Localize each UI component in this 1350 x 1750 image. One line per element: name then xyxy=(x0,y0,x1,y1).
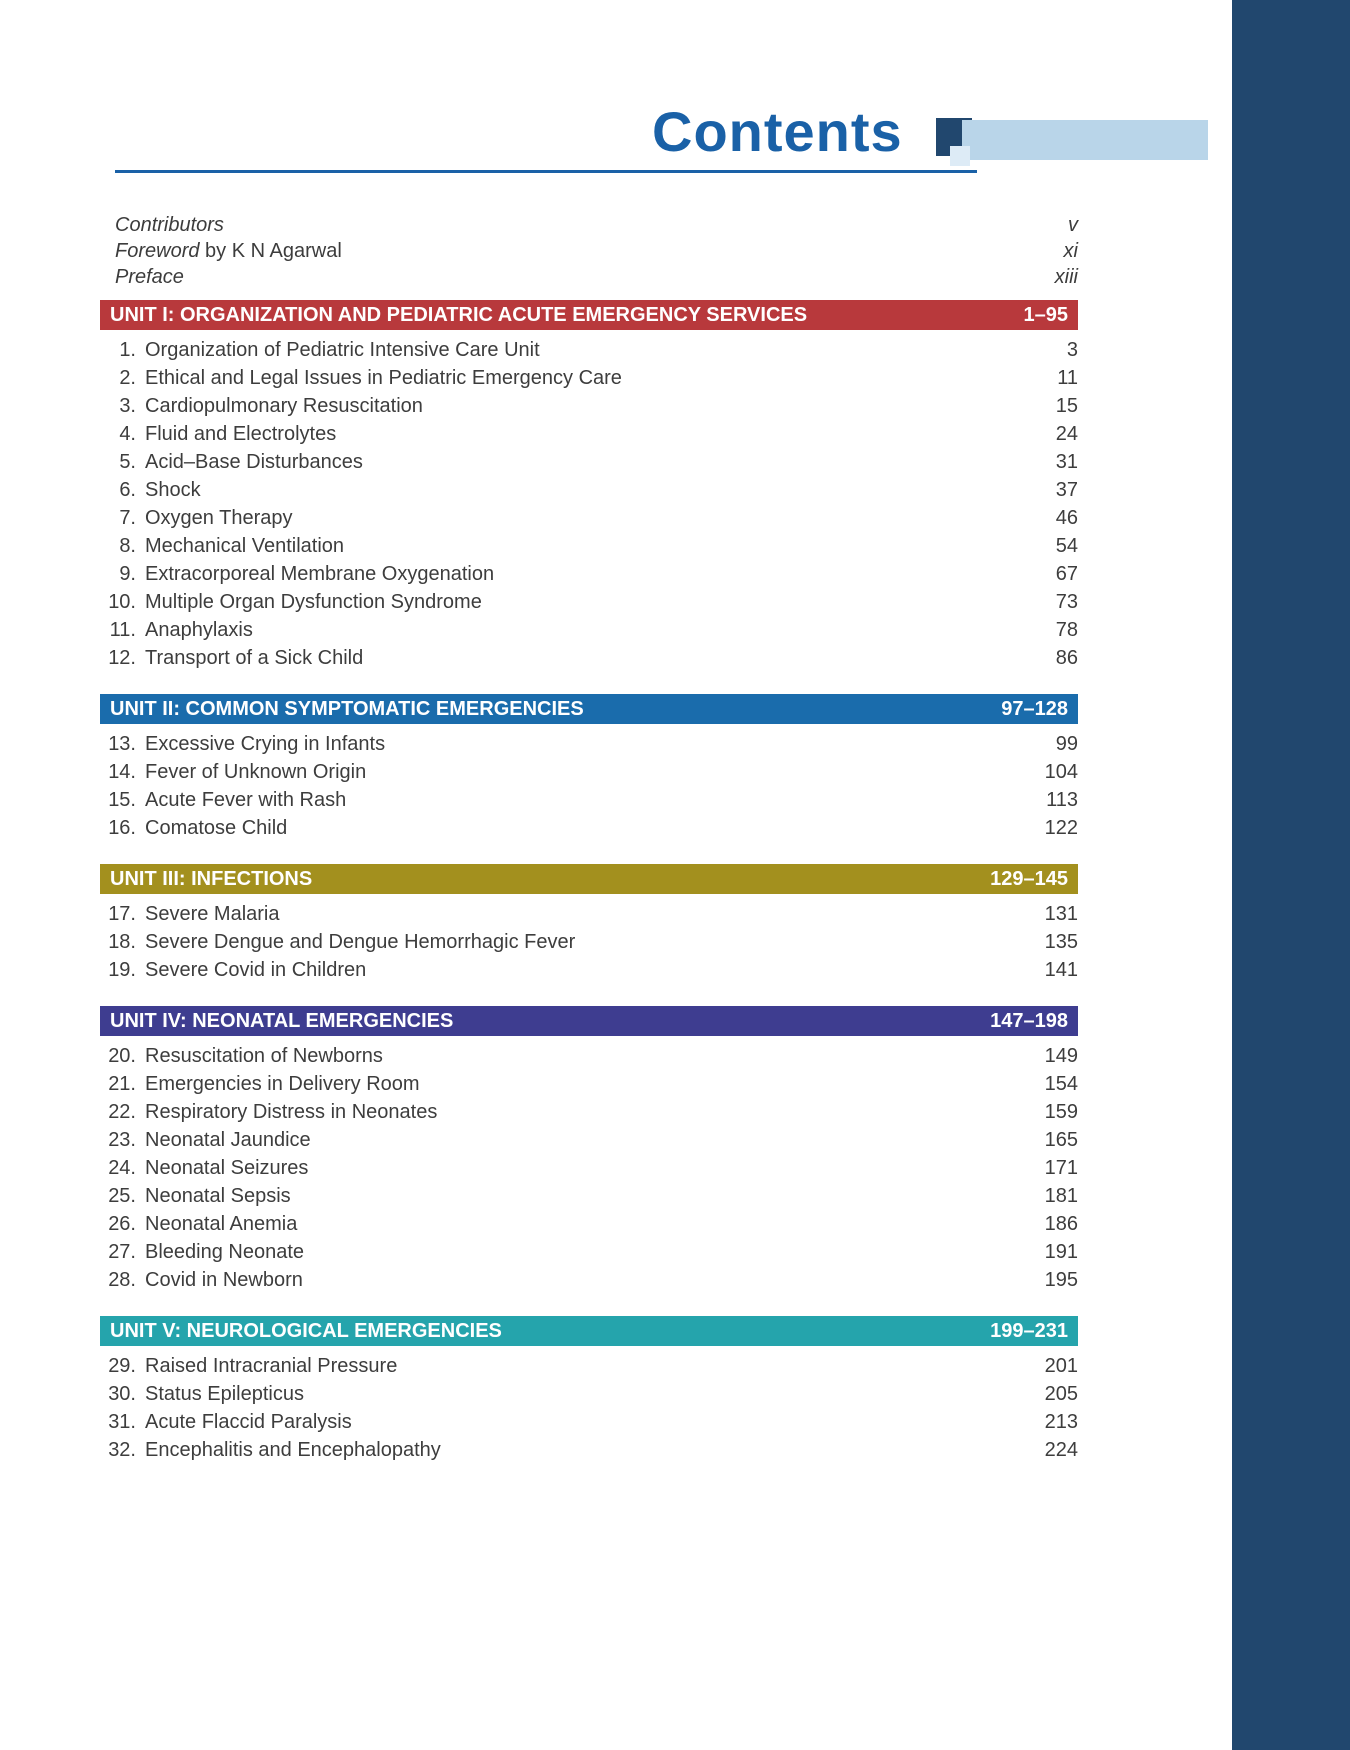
chapter-title: Cardiopulmonary Resuscitation xyxy=(145,394,423,417)
chapter-title: Covid in Newborn xyxy=(145,1268,303,1291)
unit-page-range: 97–128 xyxy=(1001,697,1068,720)
chapter-number: 30. xyxy=(108,1382,136,1405)
chapter-row xyxy=(100,560,1078,588)
chapter-number: 19. xyxy=(108,958,136,981)
chapter-row xyxy=(100,1070,1078,1098)
chapter-number: 12. xyxy=(108,646,136,669)
unit-title: UNIT I: ORGANIZATION AND PEDIATRIC ACUTE EMERGENCY SERVICES xyxy=(110,303,808,326)
chapter-row xyxy=(100,900,1078,928)
chapter-page: 37 xyxy=(1055,478,1078,501)
chapter-list xyxy=(100,1346,1078,1464)
chapter-row xyxy=(100,588,1078,616)
chapter-number: 16. xyxy=(108,816,136,839)
unit-title: UNIT IV: NEONATAL EMERGENCIES xyxy=(110,1009,454,1032)
unit-banner xyxy=(100,1006,1078,1036)
unit-banner xyxy=(100,694,1078,724)
chapter-row xyxy=(100,1408,1078,1436)
chapter-title: Multiple Organ Dysfunction Syndrome xyxy=(145,590,482,613)
chapter-page: 46 xyxy=(1055,506,1078,529)
chapter-row xyxy=(100,758,1078,786)
chapter-title: Acid–Base Disturbances xyxy=(145,450,363,473)
chapter-page: 78 xyxy=(1055,618,1078,641)
right-edge-accent-bar xyxy=(1232,0,1350,1750)
toc-units xyxy=(100,300,1078,1486)
chapter-page: 3 xyxy=(1066,338,1078,361)
front-matter-page: xiii xyxy=(1054,265,1078,288)
chapter-number: 14. xyxy=(108,760,136,783)
chapter-page: 73 xyxy=(1055,590,1078,613)
unit-banner xyxy=(100,864,1078,894)
front-matter-label xyxy=(115,214,224,237)
chapter-page: 104 xyxy=(1044,760,1078,783)
chapter-title: Extracorporeal Membrane Oxygenation xyxy=(145,562,495,585)
chapter-title: Fluid and Electrolytes xyxy=(145,422,337,445)
chapter-row xyxy=(100,336,1078,364)
chapter-page: 213 xyxy=(1044,1410,1078,1433)
unit-section xyxy=(100,300,1078,672)
chapter-list xyxy=(100,894,1078,984)
chapter-row xyxy=(100,476,1078,504)
chapter-number: 31. xyxy=(108,1410,136,1433)
chapter-row xyxy=(100,1210,1078,1238)
chapter-page: 186 xyxy=(1044,1212,1078,1235)
chapter-page: 99 xyxy=(1055,732,1078,755)
chapter-title: Emergencies in Delivery Room xyxy=(145,1072,420,1095)
chapter-list xyxy=(100,724,1078,842)
unit-title: UNIT V: NEUROLOGICAL EMERGENCIES xyxy=(110,1319,502,1342)
unit-section xyxy=(100,694,1078,842)
chapter-page: 31 xyxy=(1055,450,1078,473)
unit-banner xyxy=(100,300,1078,330)
chapter-row xyxy=(100,364,1078,392)
chapter-row xyxy=(100,1126,1078,1154)
title-underline xyxy=(115,170,977,173)
chapter-number: 10. xyxy=(108,590,136,613)
chapter-page: 171 xyxy=(1044,1156,1078,1179)
unit-banner xyxy=(100,1316,1078,1346)
chapter-page: 165 xyxy=(1044,1128,1078,1151)
front-matter xyxy=(115,212,1078,290)
chapter-title: Ethical and Legal Issues in Pediatric Emergency Care xyxy=(145,366,622,389)
chapter-number: 25. xyxy=(108,1184,136,1207)
chapter-number: 2. xyxy=(119,366,136,389)
chapter-row xyxy=(100,956,1078,984)
front-matter-page: xi xyxy=(1063,239,1078,262)
chapter-page: 24 xyxy=(1055,422,1078,445)
chapter-number: 21. xyxy=(108,1072,136,1095)
chapter-page: 195 xyxy=(1044,1268,1078,1291)
chapter-number: 27. xyxy=(108,1240,136,1263)
chapter-page: 201 xyxy=(1044,1354,1078,1377)
chapter-page: 86 xyxy=(1055,646,1078,669)
chapter-row xyxy=(100,786,1078,814)
unit-section xyxy=(100,1316,1078,1464)
chapter-title: Comatose Child xyxy=(145,816,288,839)
chapter-number: 28. xyxy=(108,1268,136,1291)
chapter-row xyxy=(100,928,1078,956)
chapter-number: 26. xyxy=(108,1212,136,1235)
unit-page-range: 129–145 xyxy=(990,867,1068,890)
chapter-row xyxy=(100,532,1078,560)
chapter-number: 7. xyxy=(119,506,136,529)
unit-title: UNIT III: INFECTIONS xyxy=(110,867,313,890)
chapter-number: 11. xyxy=(109,618,136,641)
chapter-row xyxy=(100,1352,1078,1380)
chapter-title: Acute Fever with Rash xyxy=(145,788,347,811)
chapter-page: 54 xyxy=(1055,534,1078,557)
chapter-page: 113 xyxy=(1046,788,1078,811)
chapter-number: 8. xyxy=(119,534,136,557)
chapter-title: Fever of Unknown Origin xyxy=(145,760,367,783)
chapter-row xyxy=(100,814,1078,842)
chapter-number: 20. xyxy=(108,1044,136,1067)
unit-page-range: 1–95 xyxy=(1023,303,1068,326)
front-matter-label xyxy=(115,266,184,289)
corner-accent-small-square-icon xyxy=(950,146,970,166)
chapter-title: Neonatal Seizures xyxy=(145,1156,309,1179)
chapter-number: 24. xyxy=(108,1156,136,1179)
chapter-row xyxy=(100,1042,1078,1070)
chapter-number: 13. xyxy=(108,732,136,755)
chapter-page: 67 xyxy=(1055,562,1078,585)
chapter-title: Raised Intracranial Pressure xyxy=(145,1354,398,1377)
chapter-title: Mechanical Ventilation xyxy=(145,534,345,557)
front-matter-row xyxy=(115,264,1078,290)
front-matter-label-italic: Contributors xyxy=(115,213,224,236)
chapter-title: Neonatal Sepsis xyxy=(145,1184,291,1207)
unit-section xyxy=(100,864,1078,984)
chapter-page: 159 xyxy=(1044,1100,1078,1123)
chapter-title: Severe Dengue and Dengue Hemorrhagic Fever xyxy=(145,930,576,953)
chapter-number: 32. xyxy=(108,1438,136,1461)
chapter-row xyxy=(100,1238,1078,1266)
chapter-title: Transport of a Sick Child xyxy=(145,646,364,669)
unit-section xyxy=(100,1006,1078,1294)
chapter-number: 5. xyxy=(119,450,136,473)
chapter-row xyxy=(100,616,1078,644)
chapter-title: Respiratory Distress in Neonates xyxy=(145,1100,438,1123)
chapter-number: 18. xyxy=(108,930,136,953)
chapter-number: 6. xyxy=(119,478,136,501)
unit-page-range: 199–231 xyxy=(990,1319,1068,1342)
chapter-title: Shock xyxy=(145,478,201,501)
chapter-page: 11 xyxy=(1057,366,1078,389)
chapter-page: 205 xyxy=(1044,1382,1078,1405)
front-matter-label xyxy=(115,240,342,263)
chapter-number: 15. xyxy=(108,788,136,811)
unit-page-range: 147–198 xyxy=(990,1009,1068,1032)
chapter-title: Oxygen Therapy xyxy=(145,506,293,529)
chapter-row xyxy=(100,1436,1078,1464)
chapter-title: Neonatal Anemia xyxy=(145,1212,298,1235)
chapter-list xyxy=(100,1036,1078,1294)
chapter-page: 15 xyxy=(1055,394,1078,417)
chapter-number: 4. xyxy=(119,422,136,445)
chapter-page: 131 xyxy=(1044,902,1078,925)
front-matter-label-rest: by K N Agarwal xyxy=(199,239,342,262)
chapter-title: Neonatal Jaundice xyxy=(145,1128,311,1151)
chapter-title: Organization of Pediatric Intensive Care Unit xyxy=(145,338,540,361)
chapter-title: Severe Covid in Children xyxy=(145,958,367,981)
chapter-title: Severe Malaria xyxy=(145,902,280,925)
chapter-title: Bleeding Neonate xyxy=(145,1240,305,1263)
chapter-number: 23. xyxy=(108,1128,136,1151)
chapter-row xyxy=(100,1266,1078,1294)
chapter-page: 149 xyxy=(1044,1044,1078,1067)
chapter-title: Acute Flaccid Paralysis xyxy=(145,1410,352,1433)
chapter-page: 122 xyxy=(1044,816,1078,839)
chapter-row xyxy=(100,1098,1078,1126)
chapter-title: Anaphylaxis xyxy=(145,618,253,641)
chapter-number: 1. xyxy=(119,338,136,361)
chapter-row xyxy=(100,420,1078,448)
chapter-page: 154 xyxy=(1044,1072,1078,1095)
chapter-number: 22. xyxy=(108,1100,136,1123)
chapter-title: Excessive Crying in Infants xyxy=(145,732,386,755)
front-matter-page: v xyxy=(1068,213,1078,236)
chapter-row xyxy=(100,730,1078,758)
chapter-row xyxy=(100,504,1078,532)
chapter-page: 191 xyxy=(1044,1240,1078,1263)
chapter-number: 17. xyxy=(108,902,136,925)
chapter-list xyxy=(100,330,1078,672)
chapter-page: 135 xyxy=(1044,930,1078,953)
corner-accent-band xyxy=(962,120,1208,160)
front-matter-row xyxy=(115,238,1078,264)
front-matter-label-italic: Foreword xyxy=(115,239,200,262)
front-matter-label-italic: Preface xyxy=(115,265,184,288)
chapter-row xyxy=(100,448,1078,476)
chapter-row xyxy=(100,1154,1078,1182)
chapter-page: 224 xyxy=(1044,1438,1078,1461)
chapter-title: Status Epilepticus xyxy=(145,1382,304,1405)
front-matter-row xyxy=(115,212,1078,238)
chapter-page: 141 xyxy=(1044,958,1078,981)
chapter-row xyxy=(100,1182,1078,1210)
chapter-number: 3. xyxy=(119,394,136,417)
chapter-title: Encephalitis and Encephalopathy xyxy=(145,1438,441,1461)
chapter-row xyxy=(100,1380,1078,1408)
chapter-number: 29. xyxy=(108,1354,136,1377)
chapter-title: Resuscitation of Newborns xyxy=(145,1044,383,1067)
page-title: Contents xyxy=(652,100,903,163)
chapter-row xyxy=(100,644,1078,672)
chapter-row xyxy=(100,392,1078,420)
chapter-number: 9. xyxy=(119,562,136,585)
unit-title: UNIT II: COMMON SYMPTOMATIC EMERGENCIES xyxy=(110,697,584,720)
chapter-page: 181 xyxy=(1044,1184,1078,1207)
